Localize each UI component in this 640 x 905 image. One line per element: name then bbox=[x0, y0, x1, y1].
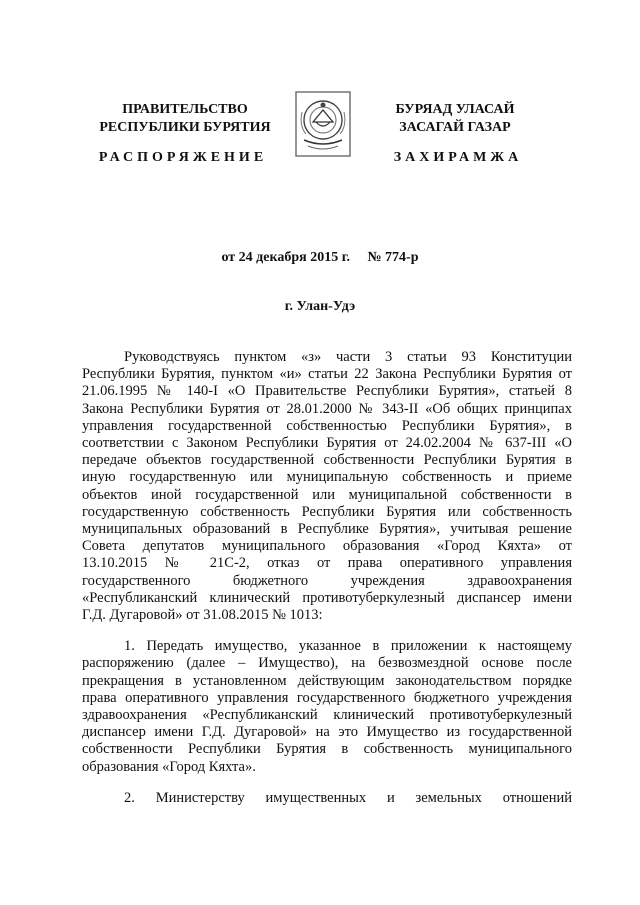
text-line: передаче объектов государственной собственности Республики Бурятия в bbox=[82, 452, 572, 469]
item-2-paragraph bbox=[82, 790, 572, 807]
text-line: права оперативного управления государственного бюджетного учреждения bbox=[82, 689, 572, 706]
text-line: Совета депутатов муниципального образования «Город Кяхта» от bbox=[82, 538, 572, 555]
text-line: собственности Республики Бурятия в собственность муниципального bbox=[82, 741, 572, 758]
text-line: «Республиканский клинический противотуберкулезный диспансер имени bbox=[82, 589, 572, 606]
text-line: Закона Республики Бурятия от 28.01.2000 № 343-II «Об общих принципах bbox=[82, 400, 572, 417]
text-line: прекращения в установленном действующим законодательством порядке bbox=[82, 672, 572, 689]
text-line: 21.06.1995 № 140-I «О Правительстве Республики Бурятия», статьей 8 bbox=[82, 383, 572, 400]
text-line: муниципальных образований в Республике Бурятия», учитывая решение bbox=[82, 521, 572, 538]
text-line: Г.Д. Дугаровой» от 31.08.2015 № 1013: bbox=[82, 607, 323, 624]
text-line: государственного бюджетного учреждения здравоохранения bbox=[82, 572, 572, 589]
issuer-buryat-line2: ЗАСАГАЙ ГАЗАР bbox=[399, 120, 511, 135]
text-line: иную государственную или муниципальную собственность и приеме bbox=[82, 469, 572, 486]
text-line: здравоохранения «Республиканский клинический противотуберкулезный bbox=[82, 707, 572, 724]
text-line: управления государственной собственностью Республики Бурятия», в bbox=[82, 417, 572, 434]
preamble-paragraph bbox=[82, 349, 572, 624]
coat-of-arms-icon bbox=[294, 90, 352, 158]
text-line: Республики Бурятия, пунктом «и» статьи 22 Закона Республики Бурятия от bbox=[82, 366, 572, 383]
act-type-buryat: ЗАХИРАМЖА bbox=[393, 150, 523, 165]
issuer-russian bbox=[90, 101, 280, 137]
text-line: 13.10.2015 № 21С-2, отказ от права оперативного управления bbox=[82, 555, 572, 572]
text-line: соответствии с Законом Республики Бурятия от 24.02.2004 № 637-III «О bbox=[82, 435, 572, 452]
text-line: образования «Город Кяхта». bbox=[82, 758, 256, 775]
issuer-russian-line1: ПРАВИТЕЛЬСТВО bbox=[122, 102, 248, 117]
document-body bbox=[82, 349, 572, 807]
text-line: распоряжению (далее – Имущество), на безвозмездной основе после bbox=[82, 655, 572, 672]
text-line: 2. Министерству имущественных и земельных отношений bbox=[124, 789, 572, 806]
item-1-paragraph bbox=[82, 638, 572, 776]
issuer-buryat bbox=[360, 101, 550, 137]
text-line: государственную собственность Республики Бурятия или собственность bbox=[82, 503, 572, 520]
text-line: объектов иной государственной или муниципальной собственности в bbox=[82, 486, 572, 503]
issuer-russian-line2: РЕСПУБЛИКИ БУРЯТИЯ bbox=[99, 120, 271, 135]
text-line: Руководствуясь пунктом «з» части 3 статьи 93 Конституции bbox=[124, 349, 572, 365]
text-line: диспансер имени Г.Д. Дугаровой» на это Имущество из государственной bbox=[82, 724, 572, 741]
issuer-buryat-line1: БУРЯАД УЛАСАЙ bbox=[395, 102, 515, 117]
document-date: от 24 декабря 2015 г. bbox=[221, 250, 350, 265]
document-number: № 774-р bbox=[367, 250, 419, 265]
act-type-russian: РАСПОРЯЖЕНИЕ bbox=[98, 150, 268, 165]
date-number-line bbox=[0, 250, 640, 266]
document-city: г. Улан-Удэ bbox=[284, 299, 356, 314]
text-line: 1. Передать имущество, указанное в приложении к настоящему bbox=[124, 638, 572, 655]
